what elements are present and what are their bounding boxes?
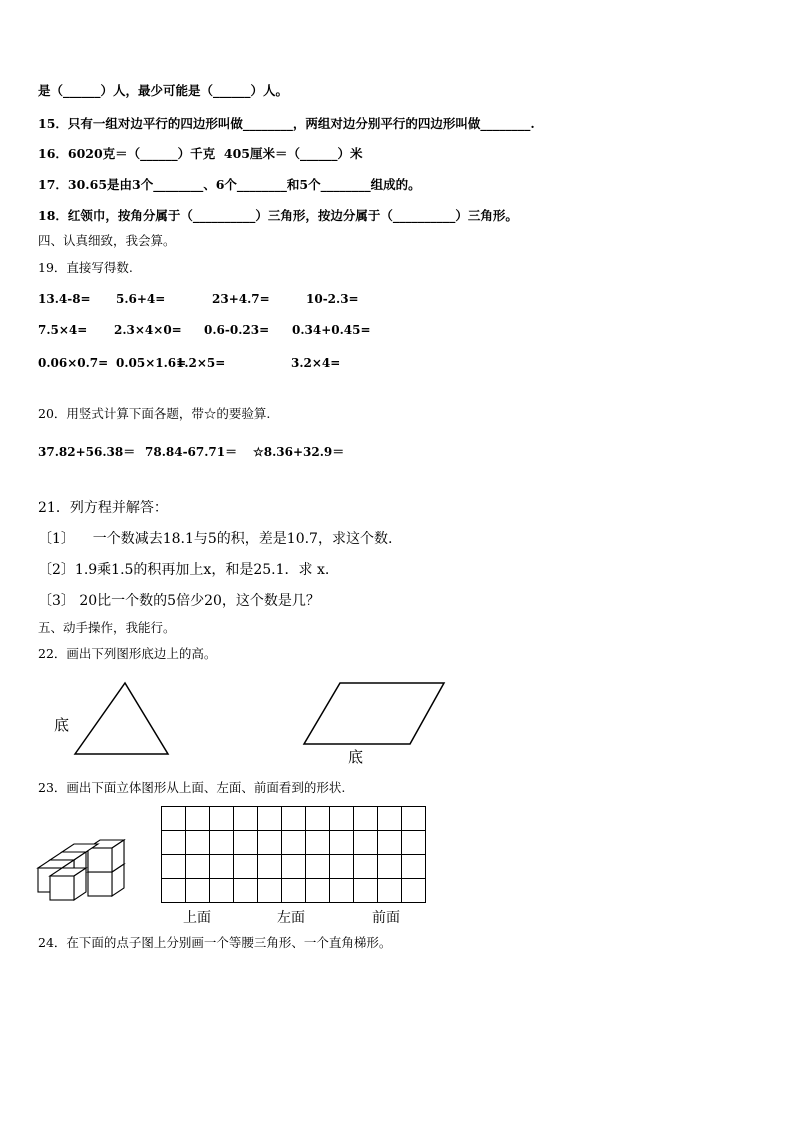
vertical-calc-item: 78.84-67.71＝	[145, 445, 238, 459]
question-21-part-3: 〔3〕 20比一个数的5倍少20，这个数是几？	[38, 593, 320, 609]
calc-item: 0.6-0.23=	[204, 323, 270, 337]
question-23: 23．画出下面立体图形从上面、左面、前面看到的形状.	[38, 780, 346, 795]
parallelogram-base-label: 底	[348, 748, 364, 766]
calc-item: 0.34+0.45=	[292, 323, 371, 337]
view-label-left: 左面	[277, 910, 305, 926]
triangle-figure	[50, 680, 180, 760]
calc-item: 2.3×4×0=	[114, 323, 182, 337]
question-16: 16．6020克＝（______）千克 405厘米＝（______）米	[38, 146, 363, 161]
calc-item: 0.06×0.7=	[38, 356, 109, 370]
calc-item: 13.4-8=	[38, 292, 91, 306]
triangle-base-label: 底	[54, 716, 70, 734]
question-21-part-1: 〔1〕 一个数减去18.1与5的积，差是10.7，求这个数.	[38, 531, 393, 547]
question-21-part-2: 〔2〕1.9乘1.5的积再加上x，和是25.1．求 x.	[38, 562, 330, 578]
vertical-calc-item: 37.82+56.38＝	[38, 445, 136, 459]
view-label-top: 上面	[183, 910, 211, 926]
question-21: 21．列方程并解答：	[38, 500, 168, 516]
view-label-front: 前面	[372, 910, 400, 926]
calc-item: 23+4.7=	[212, 292, 270, 306]
question-20: 20．用竖式计算下面各题，带☆的要验算.	[38, 406, 271, 421]
question-19: 19．直接写得数.	[38, 260, 133, 275]
calc-item: 3.2×4=	[291, 356, 341, 370]
parallelogram-figure	[300, 680, 450, 750]
section-5-heading: 五、动手操作，我能行。	[38, 620, 176, 635]
question-22: 22．画出下列图形底边上的高。	[38, 646, 217, 661]
calc-item: 0.05×1.6=	[116, 356, 187, 370]
view-drawing-grid	[161, 806, 427, 906]
calc-item: 5.6+4=	[116, 292, 166, 306]
vertical-calc-item: ☆8.36+32.9＝	[253, 445, 345, 459]
q14-continuation: 是（______）人，最少可能是（______）人。	[38, 83, 289, 98]
question-18: 18．红领巾，按角分属于（__________）三角形，按边分属于（__________）三角形。	[38, 208, 518, 223]
section-4-heading: 四、认真细致，我会算。	[38, 233, 176, 248]
calc-item: 7.5×4=	[38, 323, 88, 337]
question-24: 24．在下面的点子图上分别画一个等腰三角形、一个直角梯形。	[38, 935, 392, 950]
calc-item: 10-2.3=	[306, 292, 359, 306]
cube-stack-figure	[36, 824, 132, 906]
calc-item: 1.2×5=	[176, 356, 226, 370]
question-15: 15．只有一组对边平行的四边形叫做________，两组对边分别平行的四边形叫做________.	[38, 116, 535, 131]
question-17: 17．30.65是由3个________、6个________和5个________组成的。	[38, 177, 421, 192]
